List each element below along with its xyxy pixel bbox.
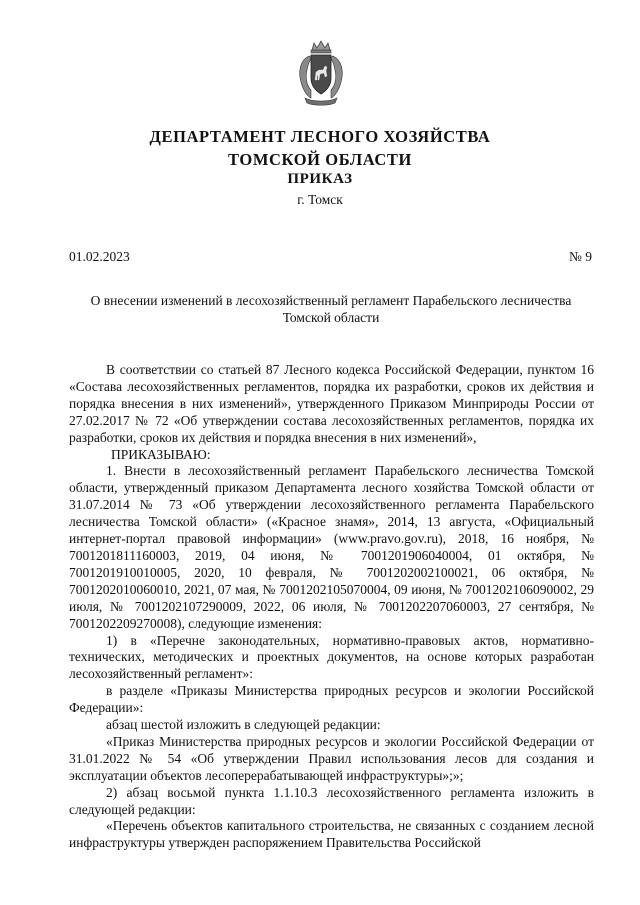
- department-name-line1: ДЕПАРТАМЕНТ ЛЕСНОГО ХОЗЯЙСТВА: [149, 127, 491, 146]
- document-date: 01.02.2023: [69, 249, 130, 264]
- paragraph-quoted-order: «Приказ Министерства природных ресурсов и экологии Российской Федерации от 31.01.2022 № 54 «Об утверждении Правил использования лесов для создания и эксплуатации объектов лесоперерабатывающей инфраструктуры»;»;: [69, 733, 594, 783]
- paragraph-order-word: ПРИКАЗЫВАЮ:: [111, 446, 211, 462]
- document-city: г. Томск: [297, 192, 343, 207]
- document-number: № 9: [568, 249, 592, 264]
- paragraph-preamble: В соответствии со статьей 87 Лесного кодекса Российской Федерации, пунктом 16 «Состава лесохозяйственных регламентов, порядка их разработки, сроков их действия и порядка внесения в них изменений», утвержденного Приказом Минприроды России от 27.02.2017 № 72 «Об утверждении состава лесохозяйственных регламентов, порядка их разработки, сроков их действия и порядка внесения в них изменений»,: [69, 362, 594, 445]
- document-type: ПРИКАЗ: [287, 171, 353, 187]
- paragraph-subitem-2: 2) абзац восьмой пункта 1.1.10.3 лесохозяйственного регламента изложить в следующей редакции:: [69, 784, 594, 817]
- document-title: О внесении изменений в лесохозяйственный регламент Парабельского лесничества Томской области: [90, 293, 572, 325]
- paragraph-section-ref: в разделе «Приказы Министерства природных ресурсов и экологии Российской Федерации»:: [69, 683, 594, 716]
- paragraph-quoted-list: «Перечень объектов капитального строительства, не связанных с созданием лесной инфраструктуры утвержден распоряжением Правительства Российской: [69, 818, 594, 851]
- document-body: [69, 362, 594, 852]
- paragraph-abzac-6: абзац шестой изложить в следующей редакции:: [106, 717, 381, 733]
- paragraph-item-1: 1. Внести в лесохозяйственный регламент Парабельского лесничества Томской области, утвержденный приказом Департамента лесного хозяйства Томской области от 31.07.2014 № 73 «Об утверждении лесохозяйственного регламента Парабельского лесничества Томской области» («Красное знамя», 2014, 13 августа, «Официальный интернет-портал правовой информации» (www.pravo.gov.ru), 2018, 16 ноября, № 7001201811160003, 2019, 04 июня, № 7001201906040004, 01 октября, № 7001201910010005, 2020, 10 февраля, № 7001202002100021, 06 октября, № 7001202010060010, 2021, 07 мая, № 7001202105070004, 09 июня, № 7001202106090002, 29 июля, № 7001202107290009, 2022, 06 июля, № 7001202207060003, 27 сентября, № 7001202209270008), следующие изменения:: [69, 463, 594, 631]
- department-name-line2: ТОМСКОЙ ОБЛАСТИ: [228, 150, 412, 169]
- coat-of-arms-emblem: [296, 40, 346, 106]
- paragraph-subitem-1: 1) в «Перечне законодательных, нормативно-правовых актов, нормативно-технических, методических и проектных документов, на основе которых разработан лесохозяйственный регламент»:: [69, 632, 594, 682]
